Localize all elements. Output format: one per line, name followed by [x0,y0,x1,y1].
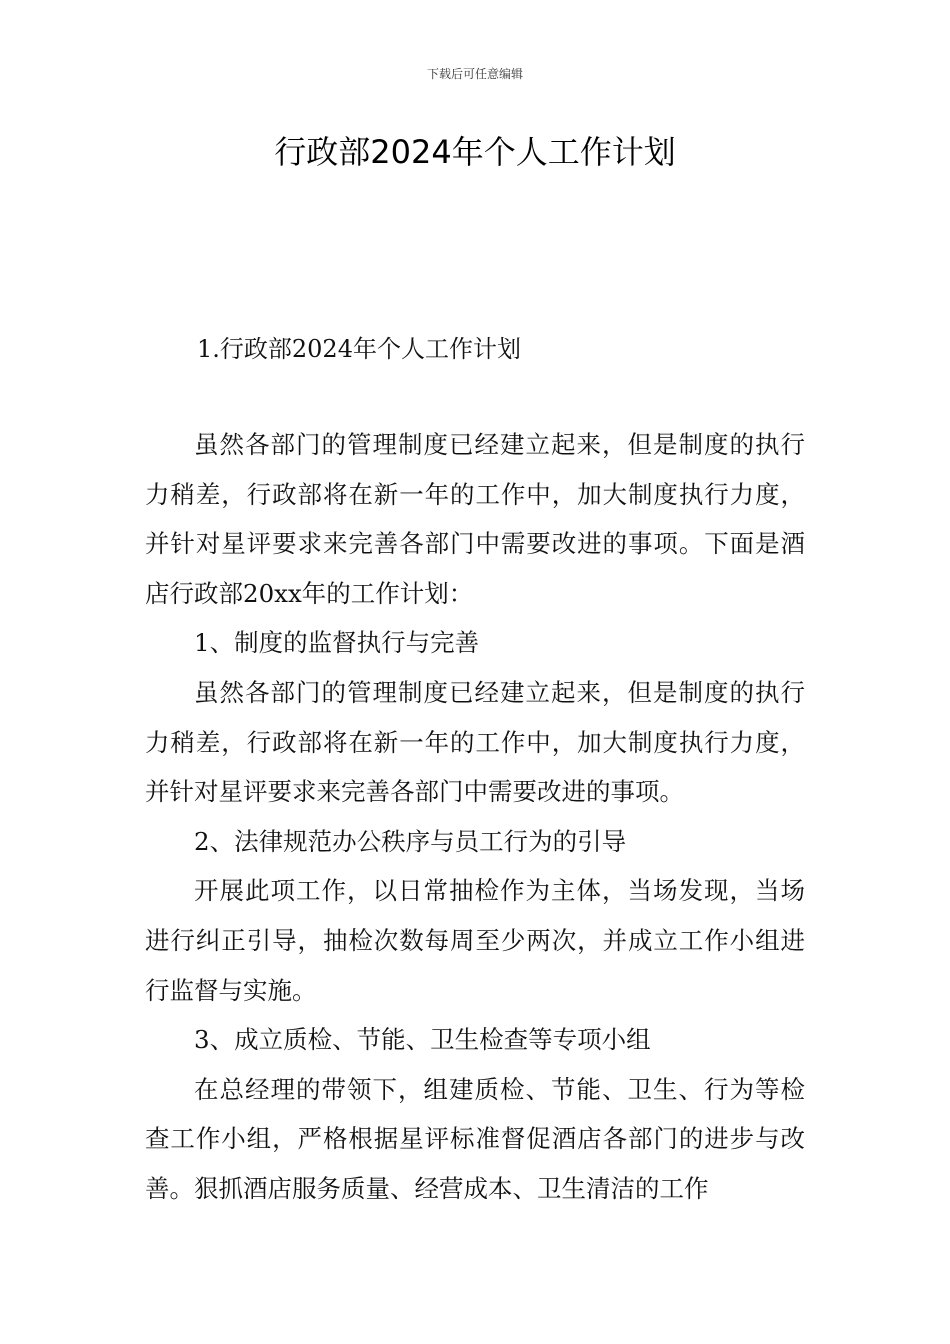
header-note: 下载后可任意编辑 [426,67,523,81]
paragraph-1: 虽然各部门的管理制度已经建立起来，但是制度的执行力稍差，行政部将在新一年的工作中，加大制度执行力度，并针对星评要求来完善各部门中需要改进的事项。 [145,677,805,807]
section-heading: 1.行政部2024年个人工作计划 [197,335,521,363]
item-heading-2: 2、法律规范办公秩序与员工行为的引导 [194,826,627,856]
paragraph-intro: 虽然各部门的管理制度已经建立起来，但是制度的执行力稍差，行政部将在新一年的工作中，加大制度执行力度，并针对星评要求来完善各部门中需要改进的事项。下面是酒店行政部20xx年的工作计划： [145,430,805,608]
paragraph-2: 开展此项工作，以日常抽检作为主体，当场发现，当场进行纠正引导，抽检次数每周至少两次，并成立工作小组进行监督与实施。 [145,876,805,1005]
document-title: 行政部2024年个人工作计划 [274,133,676,171]
document-body [145,420,805,1214]
item-heading-1: 1、制度的监督执行与完善 [194,628,480,658]
item-heading-3: 3、成立质检、节能、卫生检查等专项小组 [194,1025,651,1055]
paragraph-3: 在总经理的带领下，组建质检、节能、卫生、行为等检查工作小组，严格根据星评标准督促酒店各部门的进步与改善。狠抓酒店服务质量、经营成本、卫生清洁的工作 [145,1074,805,1203]
